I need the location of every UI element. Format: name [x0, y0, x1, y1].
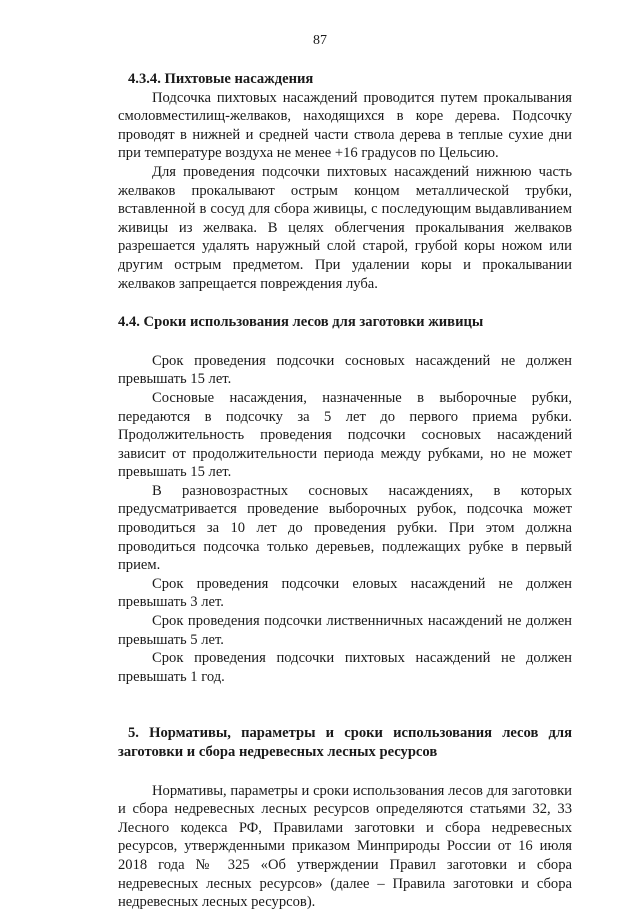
paragraph: В разновозрастных сосновых насаждениях, в которых предусматривается проведение выборочных рубок, подсочка может проводиться за 10 лет до проведения рубки. При этом должна проводиться подсочка только деревьев, подлежащих рубке в первый прием. — [118, 482, 572, 574]
heading-non-timber-resources: 5. Нормативы, параметры и сроки использования лесов для заготовки и сбора недревесных лесных ресурсов — [118, 725, 572, 760]
paragraph: Сосновые насаждения, назначенные в выборочные рубки, передаются в подсочку за 5 лет до первого приема рубки. Продолжительность проведения подсочки сосновых насаждений зависит от продолжительности периода между рубками, но не может превышать 15 лет. — [118, 389, 572, 481]
heading-fir-stands: 4.3.4. Пихтовые насаждения — [128, 71, 314, 87]
document-body — [118, 70, 572, 912]
paragraph: Срок проведения подсочки сосновых насаждений не должен превышать 15 лет. — [118, 352, 572, 388]
paragraph: Срок проведения подсочки пихтовых насаждений не должен превышать 1 год. — [118, 650, 572, 685]
paragraph: Нормативы, параметры и сроки использования лесов для заготовки и сбора недревесных лесных ресурсов определяются статьями 32, 33 Лесного кодекса РФ, Правилами заготовки и сбора недревесных ресурсов, утвержденными приказом Минприроды России от 16 июля 2018 года № 325 «Об утверждении Правил заготовки и сбора недревесных лесных ресурсов» (далее – Правила заготовки и сбора недревесных лесных ресурсов). — [118, 782, 572, 911]
paragraph: Срок проведения подсочки еловых насаждений не должен превышать 3 лет. — [118, 575, 572, 611]
paragraph: Для проведения подсочки пихтовых насаждений нижнюю часть желваков прокалывают острым концом металлической трубки, вставленной в сосуд для сбора живицы, с последующим выдавливанием живицы из желвака. В целях облегчения прокалывания желваков разрешается удалять наружный слой старой, грубой коры ножом или другим острым предметом. При удалении коры и прокалывании желваков запрещается повреждения луба. — [118, 163, 572, 292]
paragraph: Срок проведения подсочки лиственничных насаждений не должен превышать 5 лет. — [118, 613, 572, 648]
heading-resin-terms: 4.4. Сроки использования лесов для заготовки живицы — [118, 314, 484, 331]
page-number: 87 — [313, 33, 327, 48]
paragraph: Подсочка пихтовых насаждений проводится путем прокалывания смоловместилищ-желваков, находящихся в коре дерева. Подсочку проводят в нижней и средней части ствола дерева в теплые сухие дни при температуре воздуха не менее +16 градусов по Цельсию. — [118, 89, 572, 162]
